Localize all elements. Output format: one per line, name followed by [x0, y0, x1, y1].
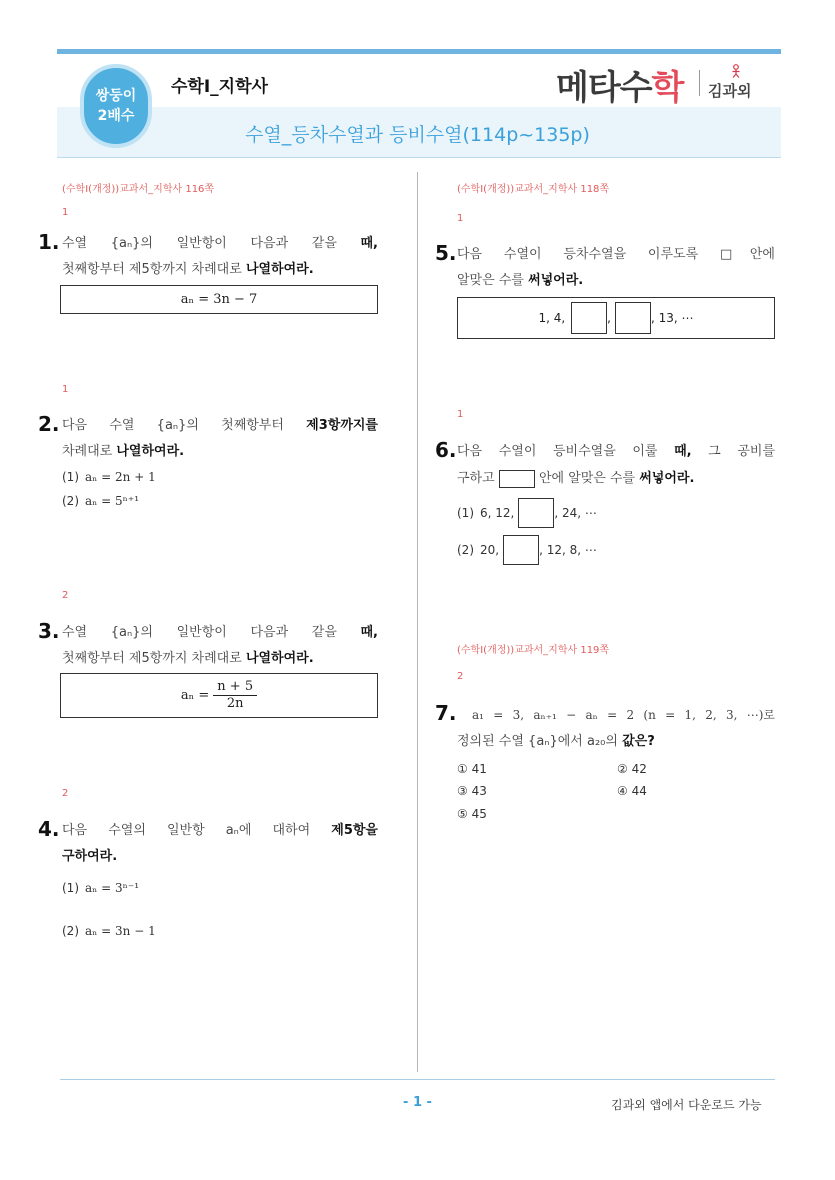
subject-label: 수학Ⅰ_지학사 — [171, 77, 268, 97]
q5-seq-comma: , — [607, 311, 611, 325]
logo-brand: 김과외 — [708, 82, 752, 100]
q6-line2-bold: 써넣어라. — [639, 471, 695, 486]
footer-download-note: 김과외 앱에서 다운로드 가능 — [611, 1098, 762, 1112]
q2-sub1 — [62, 470, 156, 484]
q6-sub2 — [457, 535, 597, 565]
q6-inline-blank — [499, 470, 535, 488]
q3-line1-text: 수열 {aₙ}의 일반항이 다음과 같을 — [62, 625, 361, 640]
left-source: (수학I(개정))교과서_지학사 116쪽 — [62, 184, 215, 195]
q5-blank-1[interactable] — [571, 302, 607, 334]
q5-line1: 다음 수열이 등차수열을 이루도록 □안에 — [457, 247, 775, 262]
q6-line2-b: 안에 알맞은 수를 — [534, 471, 640, 486]
q5-line2-bold: 써넣어라. — [528, 273, 584, 288]
q2-number: 2. — [38, 412, 60, 436]
person-icon — [731, 64, 741, 81]
q3-denominator: 2n — [226, 696, 244, 711]
q4-sub2-formula: aₙ = 3n − 1 — [85, 924, 156, 938]
logo-accent-text: 학 — [651, 68, 684, 108]
q7-level: 2 — [457, 671, 464, 682]
q2-level: 1 — [62, 384, 69, 395]
q2-line1 — [62, 412, 378, 440]
q4-level: 2 — [62, 788, 69, 799]
q6-sub1-b: , 24, ⋯ — [554, 506, 597, 520]
right-source-1: (수학I(개정))교과서_지학사 118쪽 — [457, 184, 610, 195]
q1-line2-text: 첫째항부터 제5항까지 차례대로 — [62, 262, 246, 277]
logo-divider — [699, 70, 700, 96]
q6-sub2-b: , 12, 8, ⋯ — [539, 543, 597, 557]
q6-line1-end: 그 공비를 — [691, 444, 775, 459]
q3-line2-bold: 나열하여라. — [245, 651, 314, 666]
badge-line2: 2배수 — [97, 108, 135, 124]
logo-text: 메타수 — [556, 68, 652, 108]
footer-rule — [60, 1079, 775, 1080]
q5-blank-2[interactable] — [615, 302, 651, 334]
logo — [556, 60, 683, 109]
q3-level: 2 — [62, 590, 69, 601]
q6-sub1-label: (1) — [457, 506, 474, 520]
q6-blank-2[interactable] — [503, 535, 539, 565]
q2-sub2-formula: aₙ = 5ⁿ⁺¹ — [85, 494, 139, 508]
q7-line2-bold: 값은? — [622, 734, 655, 749]
q1-line1 — [62, 230, 378, 258]
q6-line2-a: 구하고 — [457, 471, 499, 486]
q1-line1-bold: 때, — [360, 236, 378, 251]
q3-numerator: n + 5 — [213, 679, 257, 696]
q4-line1 — [62, 817, 378, 845]
q3-number: 3. — [38, 619, 60, 643]
q6-sub2-label: (2) — [457, 543, 474, 557]
q4-sub1-formula: aₙ = 3ⁿ⁻¹ — [85, 881, 139, 895]
q7-choice-5[interactable]: ⑤ 45 — [457, 807, 487, 821]
q5-line2 — [457, 267, 775, 295]
q6-line1-text: 다음 수열이 등비수열을 이룰 — [457, 444, 675, 459]
column-divider — [417, 172, 418, 1072]
q1-level: 1 — [62, 207, 69, 218]
q5-sequence-box — [457, 297, 775, 339]
q6-sub1 — [457, 498, 597, 528]
q5-line2-text: 알맞은 수를 — [457, 273, 529, 288]
q4-line2 — [62, 843, 378, 871]
page-number: - 1 - — [403, 1095, 432, 1110]
q3-formula-box — [60, 673, 378, 718]
q7-choice-1[interactable]: ① 41 — [457, 762, 487, 776]
q1-formula-box: aₙ = 3n − 7 — [60, 285, 378, 314]
q7-line2 — [457, 728, 775, 756]
badge-line1: 쌍둥이 — [95, 88, 137, 104]
q4-line1-text: 다음 수열의 일반항 aₙ에 대하여 — [62, 823, 332, 838]
q3-fraction — [213, 679, 257, 712]
q2-line2-bold: 나열하여라. — [116, 444, 185, 459]
right-source-2: (수학I(개정))교과서_지학사 119쪽 — [457, 645, 610, 656]
q6-line2 — [457, 465, 775, 493]
q6-line1-bold: 때, — [674, 444, 692, 459]
q2-line1-bold: 제3항까지를 — [306, 418, 378, 433]
q6-line1 — [457, 438, 775, 466]
q2-sub2-label: (2) — [62, 494, 79, 508]
q1-line2-bold: 나열하여라. — [245, 262, 314, 277]
q6-blank-1[interactable] — [518, 498, 554, 528]
q4-sub2 — [62, 924, 156, 938]
q7-choice-2[interactable]: ② 42 — [617, 762, 647, 776]
q6-sub1-a: 6, 12, — [480, 506, 515, 520]
q3-line2-text: 첫째항부터 제5항까지 차례대로 — [62, 651, 246, 666]
q4-line1-bold: 제5항을 — [331, 823, 378, 838]
q4-sub1-label: (1) — [62, 881, 79, 895]
q7-line1: a₁ = 3, aₙ₊₁ − aₙ = 2 (n = 1, 2, 3, ⋯)로 — [472, 708, 775, 722]
q6-level: 1 — [457, 409, 464, 420]
q5-level: 1 — [457, 213, 464, 224]
q2-line2-text: 차례대로 — [62, 444, 117, 459]
q3-line1-bold: 때, — [360, 625, 378, 640]
q4-line2-bold: 구하여라. — [62, 849, 118, 864]
q2-sub1-label: (1) — [62, 470, 79, 484]
page-title: 수열_등차수열과 등비수열(114p~135p) — [245, 124, 590, 146]
q7-choice-4[interactable]: ④ 44 — [617, 784, 647, 798]
title-band-underline — [57, 157, 781, 158]
q2-sub1-formula: aₙ = 2n + 1 — [85, 470, 156, 484]
q1-number: 1. — [38, 230, 60, 254]
q4-number: 4. — [38, 817, 60, 841]
q7-choice-3[interactable]: ③ 43 — [457, 784, 487, 798]
header-top-rule — [57, 49, 781, 54]
q3-line1 — [62, 619, 378, 647]
q2-line1-text: 다음 수열 {aₙ}의 첫째항부터 — [62, 418, 307, 433]
q1-line2 — [62, 256, 378, 284]
q2-sub2 — [62, 494, 139, 508]
q2-line2 — [62, 438, 378, 466]
q7-number: 7. — [435, 701, 457, 725]
q3-formula-lhs: aₙ = — [180, 688, 210, 703]
q5-number: 5. — [435, 241, 457, 265]
q5-seq-start: 1, 4, — [538, 311, 566, 325]
q6-number: 6. — [435, 438, 457, 462]
q5-seq-end: , 13, ⋯ — [651, 311, 694, 325]
q4-sub1 — [62, 881, 139, 895]
q3-line2 — [62, 645, 378, 673]
q7-line2-text: 정의된 수열 {aₙ}에서 a₂₀의 — [457, 734, 623, 749]
q4-sub2-label: (2) — [62, 924, 79, 938]
q1-line1-text: 수열 {aₙ}의 일반항이 다음과 같을 — [62, 236, 361, 251]
q6-sub2-a: 20, — [480, 543, 500, 557]
